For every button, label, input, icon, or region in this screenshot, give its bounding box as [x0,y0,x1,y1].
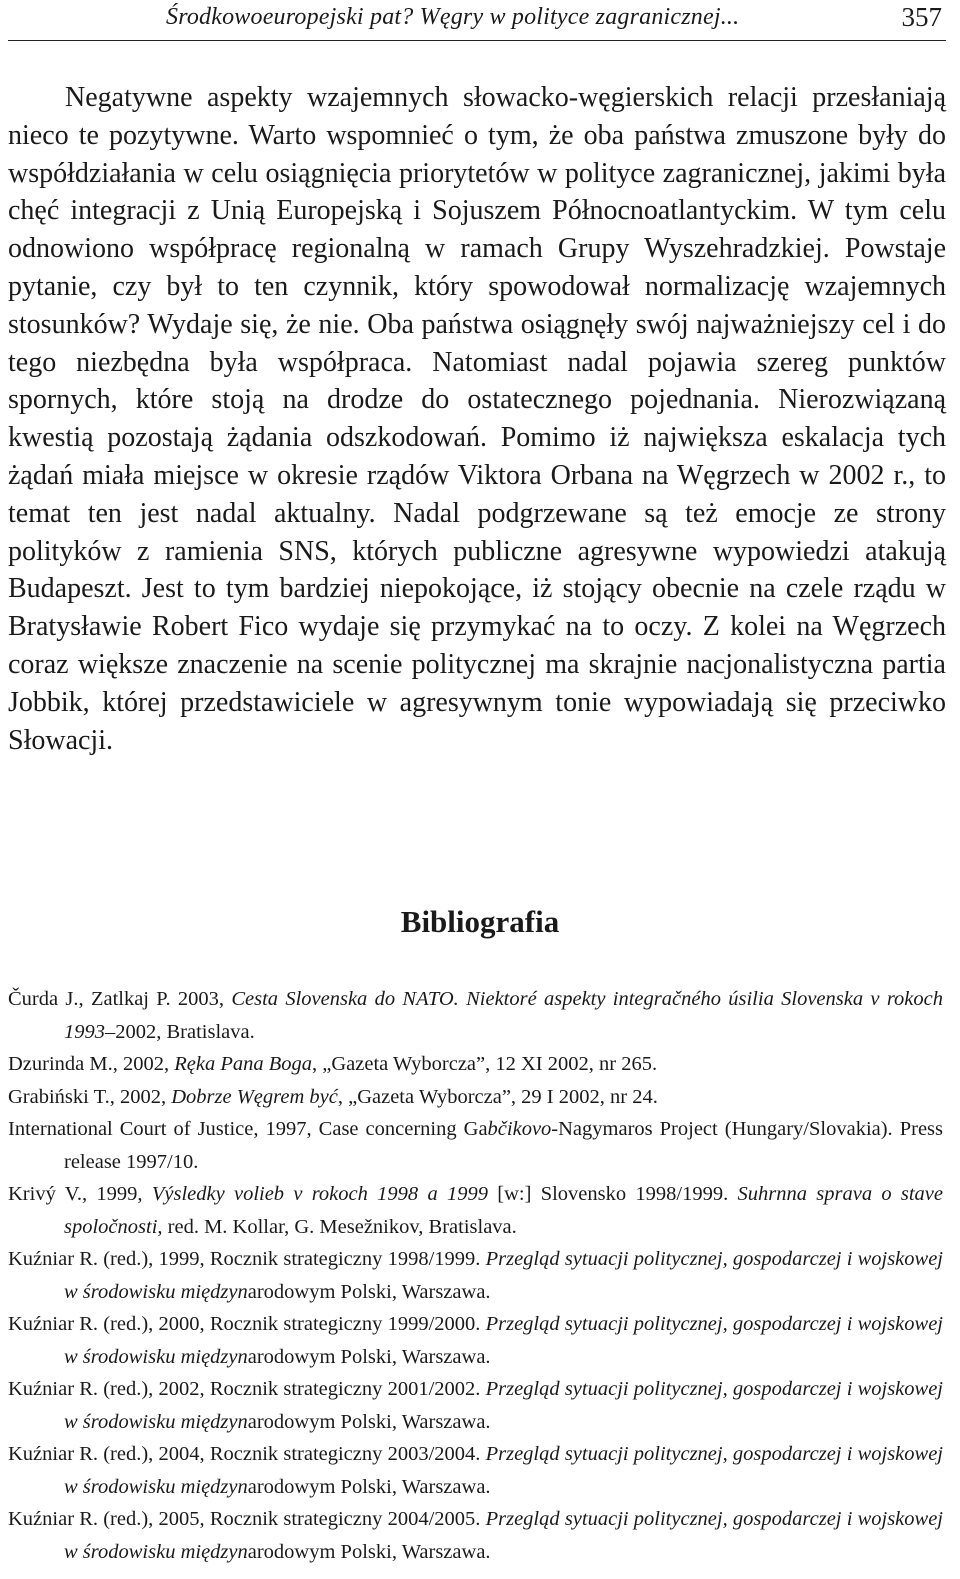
bibliography-heading: Bibliografia [400,904,560,939]
bibliography-entry-ital2: Suhrnna sprava o stave spoločnosti [64,1183,944,1238]
bibliography-entry [8,1373,943,1438]
bibliography-entry-post2: , red. M. Kollar, G. Mesežnikov, Bratislava. [157,1215,517,1238]
bibliography-entry-ital: Przegląd sytuacji politycznej, gospodarczej i wojskowej w środowisku międzyn [64,1443,943,1498]
bibliography-entry-ital: Ręka Pana Boga [174,1053,313,1075]
running-header [8,0,946,41]
bibliography-entry [8,1438,943,1503]
bibliography-entry-post: arodowym Polski, Warszawa. [247,1345,491,1368]
bibliography-entry-pre: Kuźniar R. (red.), 2002, Rocznik strategiczny 2001/2002. [8,1378,486,1400]
bibliography-entry [8,1243,943,1308]
bibliography-entry-ital: Cesta Slovenska do NATO. Niektoré aspekty integračného úsilia Slovenska v rokoch 1993– [64,988,943,1043]
bibliography-list [8,983,943,1568]
bibliography-entry-pre: Krivý V., 1999, [8,1183,152,1205]
bibliography-entry [8,1308,943,1373]
bibliography-entry-ital: Przegląd sytuacji politycznej, gospodarczej i wojskowej w środowisku międzyn [64,1313,943,1368]
bibliography-entry-pre: Kuźniar R. (red.), 2004, Rocznik strategiczny 2003/2004. [8,1443,486,1465]
bibliography-entry-ital: Výsledky volieb v rokoch 1998 a 1999 [151,1183,488,1205]
bibliography-entry-ital: bčikovo [487,1118,552,1140]
bibliography-entry-post: arodowym Polski, Warszawa. [247,1280,491,1303]
bibliography-entry-post: arodowym Polski, Warszawa. [247,1475,491,1498]
bibliography-entry-pre: Kuźniar R. (red.), 2005, Rocznik strategiczny 2004/2005. [8,1508,486,1530]
bibliography-entry [8,1503,943,1568]
bibliography-entry [8,1178,943,1243]
bibliography-entry-post: , „Gazeta Wyborcza”, 12 XI 2002, nr 265. [312,1053,658,1075]
bibliography-entry-post: , „Gazeta Wyborcza”, 29 I 2002, nr 24. [337,1085,658,1108]
bibliography-entry [8,1048,943,1081]
page-number: 357 [901,2,942,32]
bibliography-entry-pre: International Court of Justice, 1997, Case concerning Ga [8,1118,488,1140]
bibliography-entry [8,1081,943,1114]
bibliography-entry-pre: Grabiński T., 2002, [8,1085,172,1108]
bibliography-entry-ital: Przegląd sytuacji politycznej, gospodarczej i wojskowej w środowisku międzyn [64,1508,943,1563]
bibliography-entry-ital: Przegląd sytuacji politycznej, gospodarczej i wojskowej w środowisku międzyn [64,1248,943,1303]
bibliography-entry-post: [w:] Slovensko 1998/1999. [487,1183,738,1205]
body-paragraph: Negatywne aspekty wzajemnych słowacko-węgierskich relacji przesłaniają nieco te pozytywne. Warto wspomnieć o tym, że oba państwa zmuszone były do współdziałania w celu osiągnięcia priorytetów w polityce zagranicznej, jakimi była chęć integracji z Unią Europejską i Sojuszem Północnoatlantyckim. W tym celu odnowiono współpracę regionalną w ramach Grupy Wyszehradzkiej. Powstaje pytanie, czy był to ten czynnik, który spowodował normalizację wzajemnych stosunków? Wydaje się, że nie. Oba państwa osiągnęły swój najważniejszy cel i do tego niezbędna była współpraca. Natomiast nadal pojawia szereg punktów spornych, które stoją na drodze do ostatecznego pojednania. Nierozwiązaną kwestią pozostają żądania odszkodowań. Pomimo iż największa eskalacja tych żądań miała miejsce w okresie rządów Viktora Orbana na Węgrzech w 2002 r., to temat ten jest nadal aktualny. Nadal podgrzewane są też emocje ze strony polityków z ramienia SNS, których publiczne agresywne wypowiedzi atakują Budapeszt. Jest to tym bardziej niepokojące, iż stojący obecnie na czele rządu w Bratysławie Robert Fico wydaje się przymykać na to oczy. Z kolei na Węgrzech coraz większe znaczenie na scenie politycznej ma skrajnie nacjonalistyczna partia Jobbik, której przedstawiciele w agresywnym tonie wypowiadają się przeciwko Słowacji. [8,82,946,756]
bibliography-entry-pre: Čurda J., Zatlkaj P. 2003, [8,988,232,1010]
bibliography-entry-pre: Kuźniar R. (red.), 1999, Rocznik strategiczny 1998/1999. [8,1248,486,1270]
bibliography-entry-post: -Nagymaros Project (Hungary/Slovakia). Press release 1997/10. [64,1118,943,1173]
bibliography-entry [8,983,943,1048]
bibliography-entry-pre: Kuźniar R. (red.), 2000, Rocznik strategiczny 1999/2000. [8,1313,486,1335]
bibliography-entry-post: 2002, Bratislava. [115,1020,255,1043]
bibliography-entry-post: arodowym Polski, Warszawa. [247,1540,491,1563]
bibliography-entry-pre: Dzurinda M., 2002, [8,1053,175,1075]
bibliography-entry-post: arodowym Polski, Warszawa. [247,1410,491,1433]
bibliography-entry [8,1113,943,1178]
running-title: Środkowoeuropejski pat? Węgry w polityce zagranicznej... [166,4,740,30]
body-text [8,79,946,759]
bibliography-entry-ital: Dobrze Węgrem być [171,1085,338,1108]
bibliography-entry-ital: Przegląd sytuacji politycznej, gospodarczej i wojskowej w środowisku międzyn [64,1378,943,1433]
